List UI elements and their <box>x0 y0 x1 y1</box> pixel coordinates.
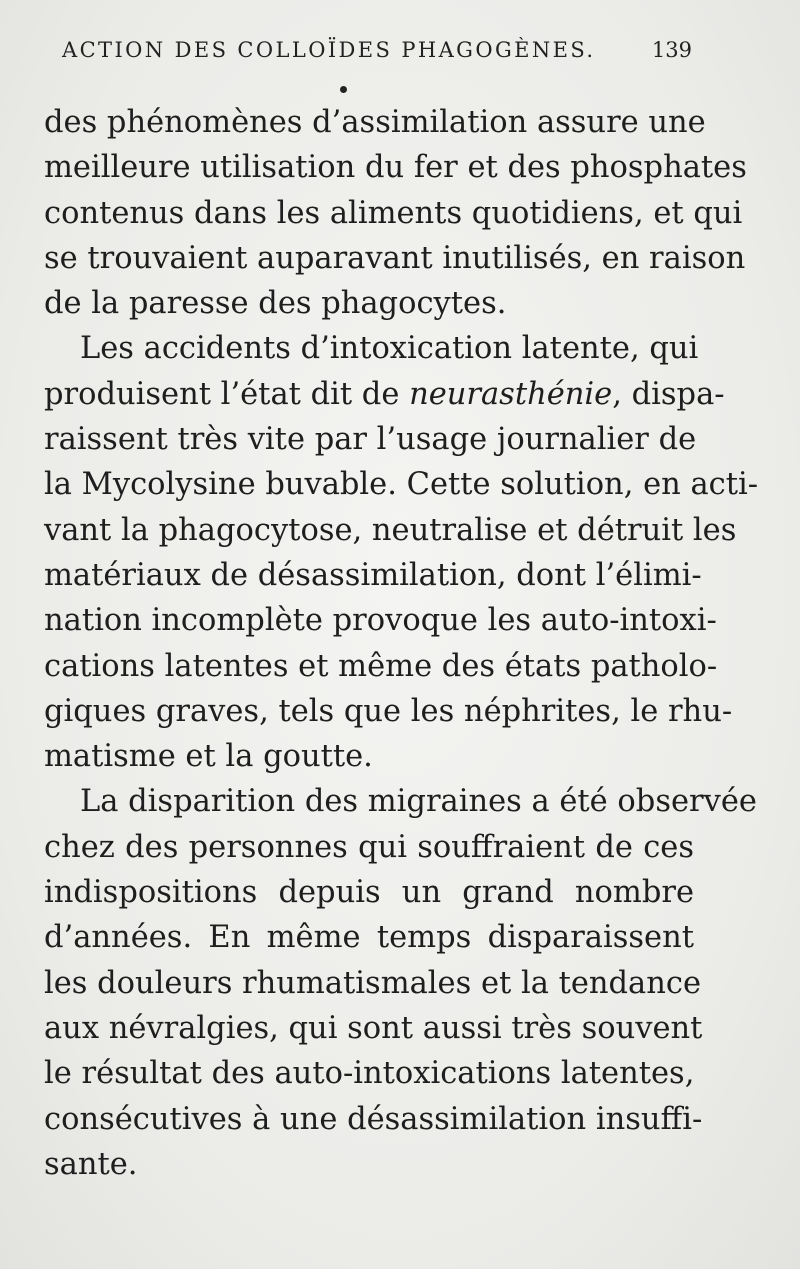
text-line: meilleure utilisation du fer et des phosphates <box>44 150 747 186</box>
running-header <box>62 38 692 62</box>
text-line: le résultat des auto-intoxications latentes, <box>44 1056 695 1092</box>
page-number: 139 <box>651 38 692 62</box>
text-line: giques graves, tels que les néphrites, le rhu- <box>44 693 733 729</box>
text-line: la Mycolysine buvable. Cette solution, en acti- <box>44 467 759 503</box>
text-line: Les accidents d’intoxication latente, qui <box>80 331 699 367</box>
text-line: indispositions depuis un grand nombre <box>44 875 694 911</box>
running-title: ACTION DES COLLOÏDES PHAGOGÈNES. <box>62 38 596 62</box>
text-line: les douleurs rhumatismales et la tendance <box>44 965 702 1001</box>
text-line: chez des personnes qui souffraient de ces <box>44 829 694 865</box>
text-line: des phénomènes d’assimilation assure une <box>44 105 706 140</box>
text-line: vant la phagocytose, neutralise et détruit les <box>44 512 737 548</box>
text-line: contenus dans les aliments quotidiens, et qui <box>44 195 743 231</box>
text-line: consécutives à une désassimilation insuffi- <box>44 1101 703 1137</box>
body-text <box>44 100 759 1187</box>
text-line: matisme et la goutte. <box>44 739 373 775</box>
text-line: se trouvaient auparavant inutilisés, en raison <box>44 240 746 276</box>
text-line: La disparition des migraines a été observée <box>80 784 757 820</box>
italic-term: neurasthénie <box>409 376 613 412</box>
text-line: de la paresse des phagocytes. <box>44 286 507 322</box>
text-line: sante. <box>44 1146 138 1182</box>
text-line <box>44 372 725 417</box>
text-line: matériaux de désassimilation, dont l’élimi- <box>44 557 702 593</box>
text-run: , dispa- <box>612 376 725 412</box>
printer-mark <box>340 86 347 93</box>
text-line: raissent très vite par l’usage journalier de <box>44 422 697 458</box>
text-line: d’années. En même temps disparaissent <box>44 920 694 956</box>
text-line: cations latentes et même des états patholo- <box>44 648 718 684</box>
text-line: aux névralgies, qui sont aussi très souvent <box>44 1010 703 1046</box>
text-line: nation incomplète provoque les auto-intoxi- <box>44 603 717 639</box>
text-run: produisent l’état dit de <box>44 376 410 412</box>
